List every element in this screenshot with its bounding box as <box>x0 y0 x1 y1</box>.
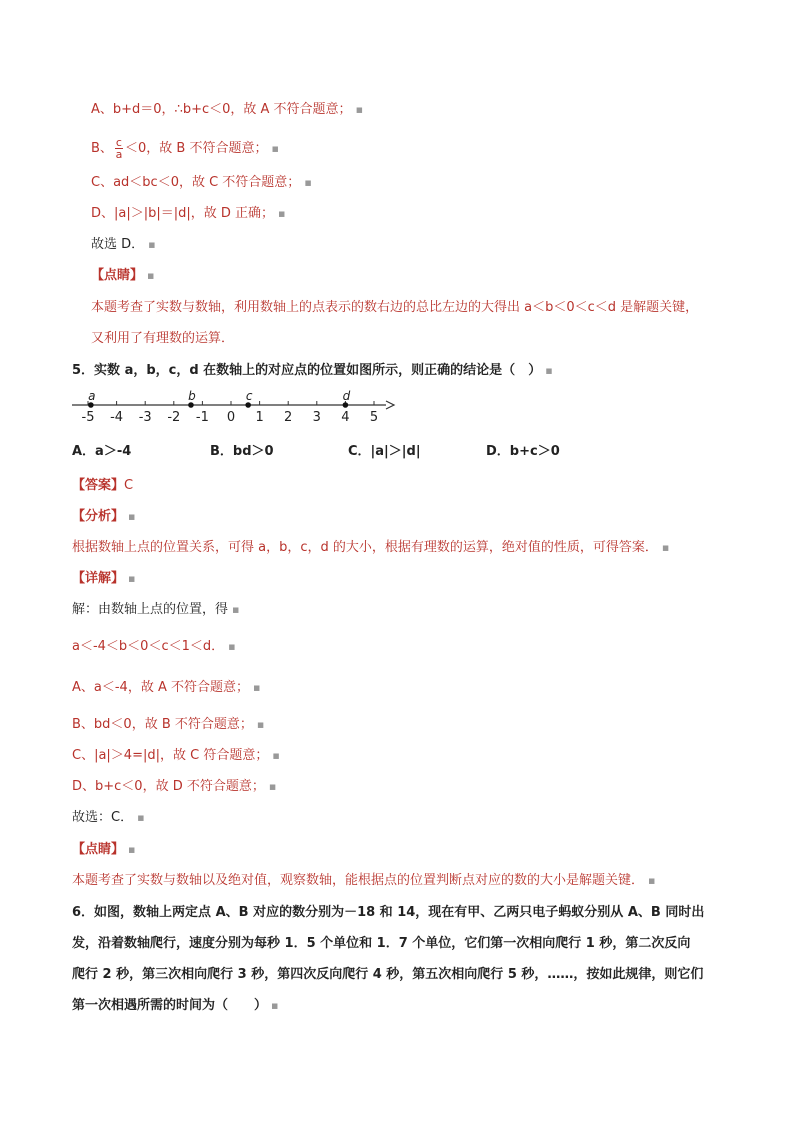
q5-option-d: D．b+c＞0 <box>486 444 560 459</box>
prev-tip-heading: 【点睛】 ▪ <box>91 268 155 283</box>
point-c <box>245 402 251 408</box>
number-line-figure <box>68 385 398 427</box>
point-label-d: d <box>342 389 351 403</box>
tick-label: -2 <box>167 410 181 425</box>
point-label-a: a <box>88 389 96 403</box>
q5-detail-option-a: A、a＜-4，故 A 不符合题意； ▪ <box>72 680 261 695</box>
tick-label: 3 <box>312 410 321 425</box>
tick-label: 5 <box>369 410 379 425</box>
q5-analysis: 根据数轴上点的位置关系，可得 a，b，c，d 的大小，根据有理数的运算，绝对值的性质，可得答案． ▪ <box>72 540 670 555</box>
prev-option-d: D、|a|＞|b|＝|d|，故 D 正确； ▪ <box>91 206 286 221</box>
axis-arrow-icon <box>386 401 394 409</box>
prev-tip-line-1: 本题考查了实数与数轴，利用数轴上的点表示的数右边的总比左边的大得出 a＜b＜0＜c＜d 是解题关键， <box>91 300 699 315</box>
point-b <box>188 402 194 408</box>
q5-detail-option-c: C、|a|＞4=|d|，故 C 符合题意； ▪ <box>72 748 280 763</box>
q5-tip-heading: 【点睛】 ▪ <box>72 842 136 857</box>
q5-stem: 5．实数 a，b，c，d 在数轴上的对应点的位置如图所示，则正确的结论是（ ） ▪ <box>72 363 553 378</box>
tick-label: -4 <box>110 410 124 425</box>
q5-analysis-heading: 【分析】 ▪ <box>72 509 136 524</box>
q5-choose: 故选：C． ▪ <box>72 810 145 825</box>
q5-option-a: A．a＞-4 <box>72 444 132 459</box>
point-label-c: c <box>245 389 253 403</box>
prev-tip-line-2: 又利用了有理数的运算． <box>91 331 235 346</box>
tick-label: 1 <box>255 410 264 425</box>
q5-tip: 本题考查了实数与数轴以及绝对值，观察数轴，能根据点的位置判断点对应的数的大小是解题关键． ▪ <box>72 873 656 888</box>
q5-detail-line-1: 解：由数轴上点的位置，得 ▪ <box>72 602 240 617</box>
tick-label: -1 <box>195 410 209 425</box>
point-d <box>343 402 349 408</box>
prev-option-a: A、b+d＝0，∴b+c＜0，故 A 不符合题意； ▪ <box>91 102 364 117</box>
point-a <box>88 402 94 408</box>
q5-detail-heading: 【详解】 ▪ <box>72 571 136 586</box>
tick-label: 4 <box>341 410 350 425</box>
tick-label: -3 <box>138 410 152 425</box>
q5-detail-option-b: B、bd＜0，故 B 不符合题意； ▪ <box>72 717 265 732</box>
q5-answer: 【答案】C <box>72 478 134 493</box>
prev-option-b: B、 $\frac{c}{a}$ ＜0，故 B 不符合题意； ▪ <box>91 136 279 161</box>
q5-detail-line-2: a＜-4＜b＜0＜c＜1＜d． ▪ <box>72 639 236 654</box>
q6-line-3: 爬行 2 秒，第三次相向爬行 3 秒，第四次反向爬行 4 秒，第五次相向爬行 5 秒，……，按如此规律，则它们 <box>72 967 704 982</box>
q5-detail-option-d: D、b+c＜0，故 D 不符合题意； ▪ <box>72 779 277 794</box>
q6-line-4: 第一次相遇所需的时间为（ ） ▪ <box>72 998 279 1013</box>
point-label-b: b <box>188 389 196 403</box>
prev-choose: 故选 D． ▪ <box>91 237 156 252</box>
q6-line-1: 6．如图，数轴上两定点 A、B 对应的数分别为－18 和 14，现在有甲、乙两只电子蚂蚁分别从 A、B 同时出 <box>72 905 705 920</box>
tick-label: 2 <box>284 410 293 425</box>
fraction-c-over-a: $\frac{c}{a}$ <box>115 136 123 161</box>
q5-option-c: C．|a|＞|d| <box>348 444 421 459</box>
tick-label: 0 <box>226 410 236 425</box>
q5-option-b: B．bd＞0 <box>210 444 274 459</box>
q6-line-2: 发，沿着数轴爬行，速度分别为每秒 1．5 个单位和 1．7 个单位，它们第一次相向爬行 1 秒，第二次反向 <box>72 936 691 951</box>
tick-label: -5 <box>81 410 95 425</box>
prev-option-c: C、ad＜bc＜0，故 C 不符合题意； ▪ <box>91 175 312 190</box>
